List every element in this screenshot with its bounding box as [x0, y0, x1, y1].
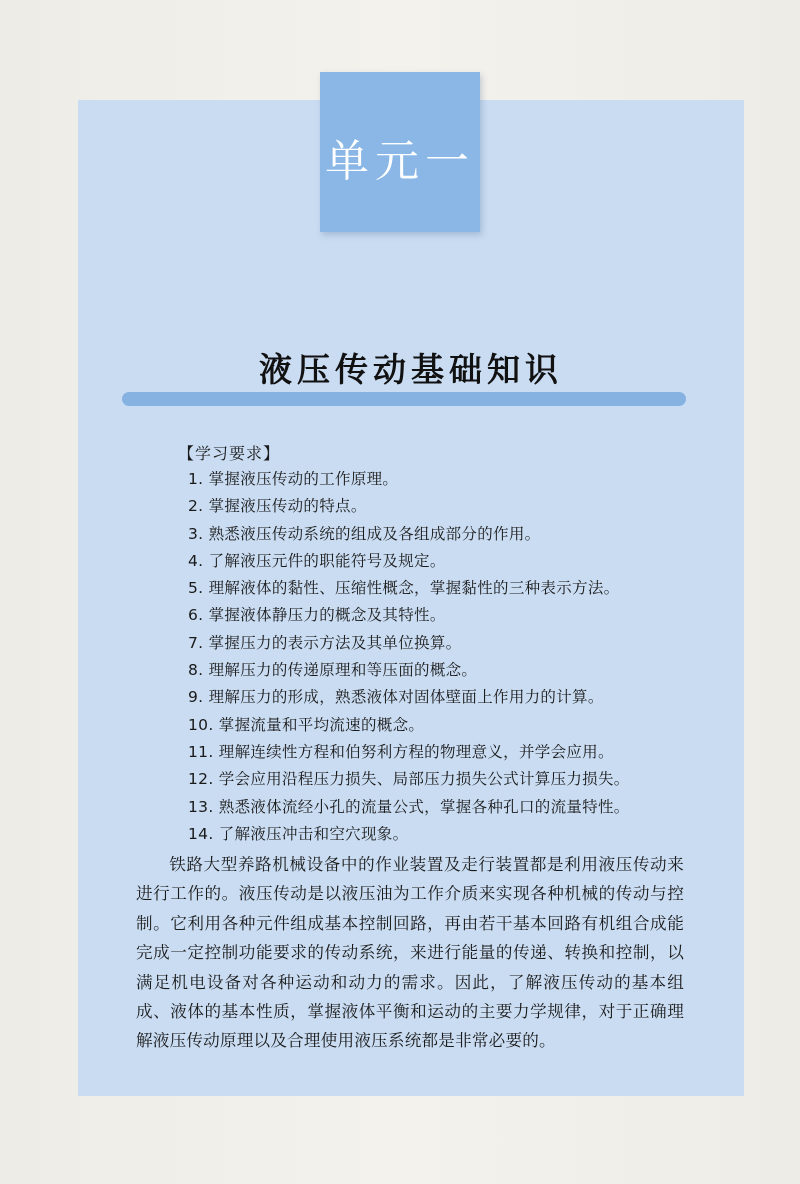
title-underline	[122, 392, 686, 406]
requirement-item: 8. 理解压力的传递原理和等压面的概念。	[188, 661, 478, 680]
chapter-title: 液压传动基础知识	[259, 350, 563, 389]
unit-badge	[320, 72, 480, 232]
requirement-item: 10. 掌握流量和平均流速的概念。	[188, 715, 425, 734]
requirement-item: 14. 了解液压冲击和空穴现象。	[188, 824, 409, 843]
requirement-item: 13. 熟悉液体流经小孔的流量公式，掌握各种孔口的流量特性。	[188, 797, 630, 816]
requirement-item: 7. 掌握压力的表示方法及其单位换算。	[188, 633, 462, 652]
requirement-item: 9. 理解压力的形成，熟悉液体对固体壁面上作用力的计算。	[188, 688, 604, 707]
intro-paragraph: 铁路大型养路机械设备中的作业装置及走行装置都是利用液压传动来进行工作的。液压传动是以液压油为工作介质来实现各种机械的传动与控制。它利用各种元件组成基本控制回路，再由若干基本回路有机组合成能完成一定控制功能要求的传动系统，来进行能量的传递、转换和控制，以满足机电设备对各种运动和动力的需求。因此，了解液压传动的基本组成、液体的基本性质，掌握液体平衡和运动的主要力学规律，对于正确理解液压传动原理以及合理使用液压系统都是非常必要的。	[136, 855, 684, 1051]
unit-label: 单元一	[325, 136, 475, 187]
requirement-item: 6. 掌握液体静压力的概念及其特性。	[188, 606, 446, 625]
requirement-item: 5. 理解液体的黏性、压缩性概念，掌握黏性的三种表示方法。	[188, 579, 620, 598]
requirement-item: 11. 理解连续性方程和伯努利方程的物理意义，并学会应用。	[188, 742, 614, 761]
requirements-list	[188, 466, 630, 848]
requirement-item: 4. 了解液压元件的职能符号及规定。	[188, 551, 446, 570]
requirement-item: 3. 熟悉液压传动系统的组成及各组成部分的作用。	[188, 524, 541, 543]
requirements-header: 【学习要求】	[178, 444, 281, 463]
requirement-item: 1. 掌握液压传动的工作原理。	[188, 470, 399, 488]
requirement-item: 12. 学会应用沿程压力损失、局部压力损失公式计算压力损失。	[188, 770, 630, 789]
requirement-item: 2. 掌握液压传动的特点。	[188, 497, 367, 516]
